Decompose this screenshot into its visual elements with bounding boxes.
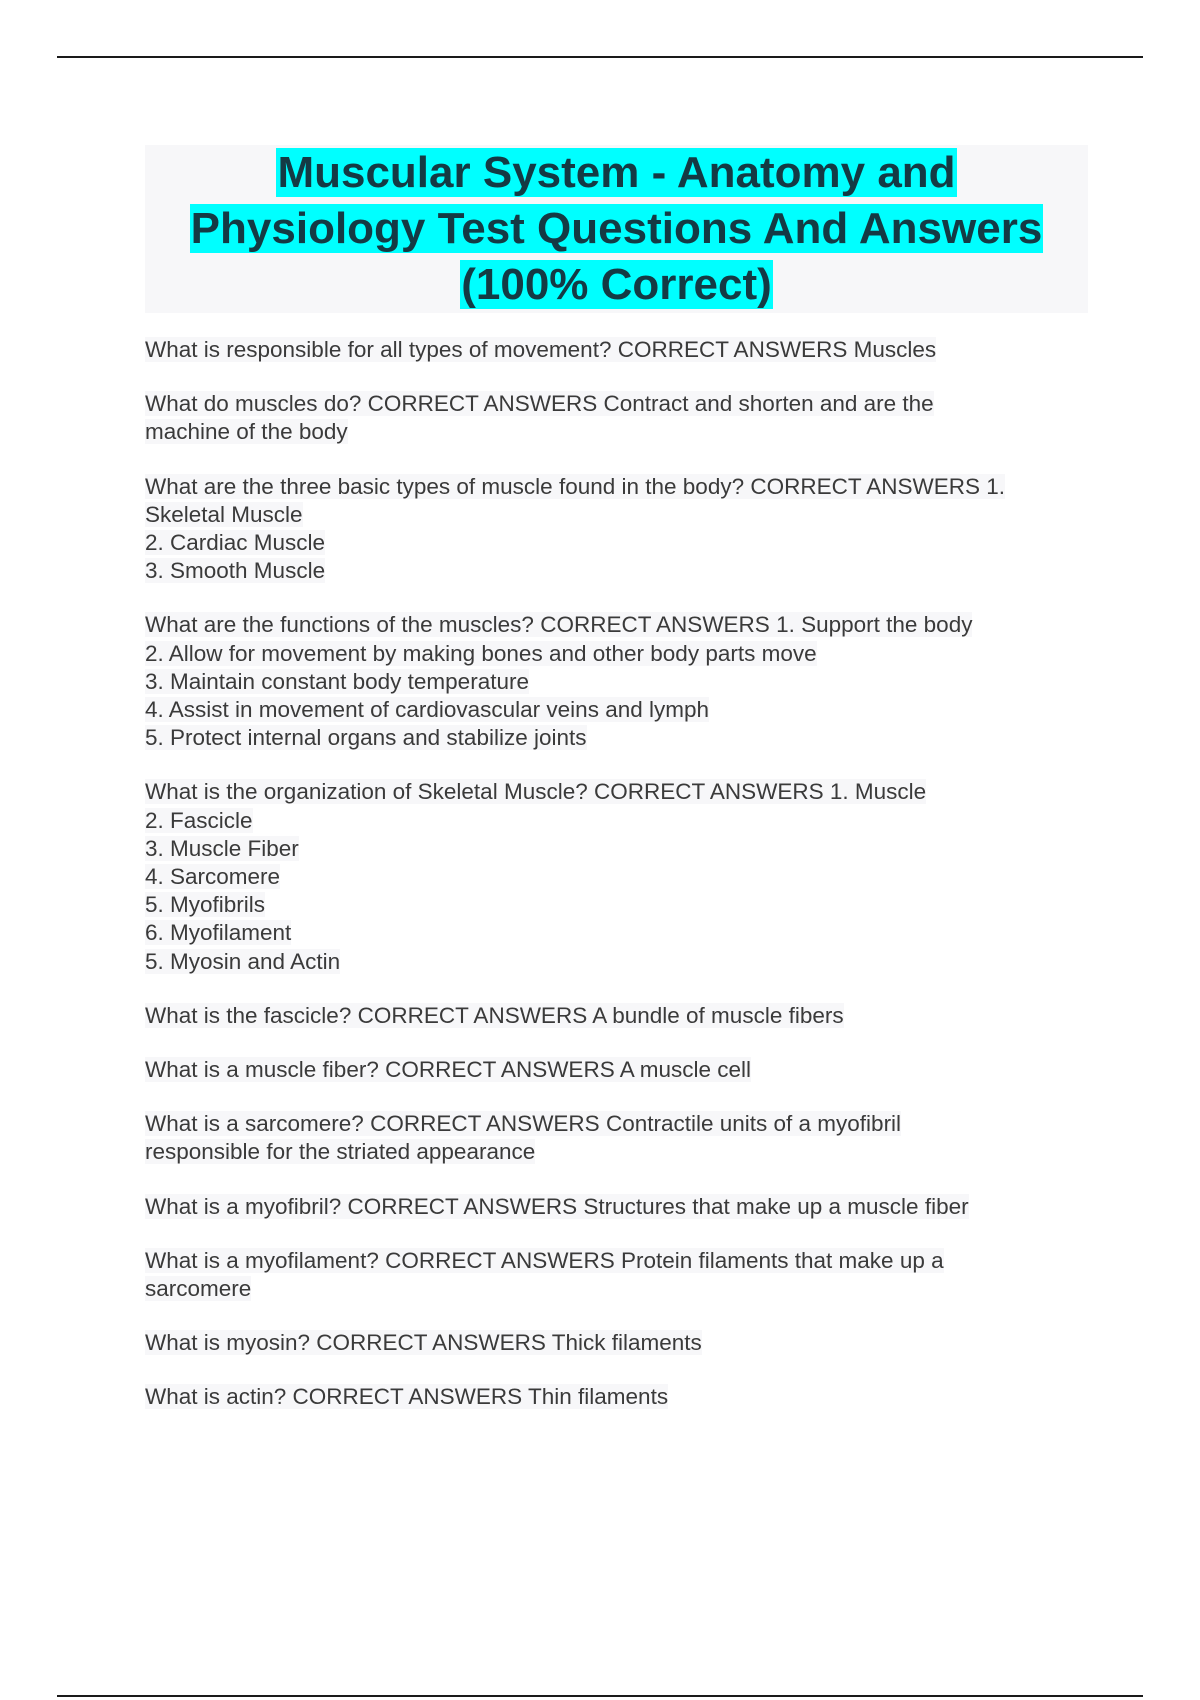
qa-line	[145, 724, 1105, 752]
qa-item	[145, 336, 1105, 364]
qa-text: What do muscles do? CORRECT ANSWERS Contract and shorten and are the	[145, 391, 934, 417]
title-line: (100% Correct)	[461, 260, 772, 309]
qa-line	[145, 948, 1105, 976]
qa-text: What is a myofibril? CORRECT ANSWERS Structures that make up a muscle fiber	[145, 1193, 969, 1219]
qa-item	[145, 778, 1105, 975]
document-title	[145, 145, 1088, 313]
qa-text: 4. Assist in movement of cardiovascular veins and lymph	[145, 697, 710, 723]
top-divider	[57, 56, 1143, 58]
qa-line	[145, 557, 1105, 585]
qa-line	[145, 696, 1105, 724]
qa-line	[145, 1275, 1105, 1303]
qa-item	[145, 611, 1105, 752]
qa-line	[145, 1110, 1105, 1138]
qa-item	[145, 1002, 1105, 1030]
qa-text: What is actin? CORRECT ANSWERS Thin filaments	[145, 1384, 669, 1410]
qa-item	[145, 473, 1105, 586]
qa-line	[145, 807, 1105, 835]
qa-line	[145, 390, 1105, 418]
qa-text: 4. Sarcomere	[145, 864, 281, 890]
qa-text: machine of the body	[145, 419, 348, 445]
qa-text: What is a myofilament? CORRECT ANSWERS Protein filaments that make up a	[145, 1247, 944, 1273]
qa-line	[145, 501, 1105, 529]
qa-line	[145, 1138, 1105, 1166]
qa-item	[145, 1056, 1105, 1084]
qa-item	[145, 1193, 1105, 1221]
qa-text: 2. Allow for movement by making bones and other body parts move	[145, 640, 817, 666]
qa-line	[145, 1383, 1105, 1411]
qa-text: What is responsible for all types of movement? CORRECT ANSWERS Muscles	[145, 337, 937, 362]
qa-list	[145, 336, 1105, 1438]
qa-line	[145, 835, 1105, 863]
qa-text: 3. Muscle Fiber	[145, 835, 299, 861]
qa-text: 3. Maintain constant body temperature	[145, 668, 529, 694]
qa-text: What is the organization of Skeletal Muscle? CORRECT ANSWERS 1. Muscle	[145, 779, 927, 805]
qa-line	[145, 1002, 1105, 1030]
qa-line	[145, 1329, 1105, 1357]
qa-text: Skeletal Muscle	[145, 501, 303, 527]
qa-line	[145, 473, 1105, 501]
qa-line	[145, 863, 1105, 891]
qa-text: responsible for the striated appearance	[145, 1139, 536, 1165]
qa-text: 6. Myofilament	[145, 920, 292, 946]
qa-line	[145, 529, 1105, 557]
qa-item	[145, 1329, 1105, 1357]
qa-line	[145, 919, 1105, 947]
qa-line	[145, 668, 1105, 696]
qa-text: What is the fascicle? CORRECT ANSWERS A bundle of muscle fibers	[145, 1002, 844, 1028]
qa-text: What is myosin? CORRECT ANSWERS Thick filaments	[145, 1330, 702, 1356]
qa-text: What are the three basic types of muscle found in the body? CORRECT ANSWERS 1.	[145, 473, 1005, 499]
qa-text: What is a sarcomere? CORRECT ANSWERS Contractile units of a myofibril	[145, 1111, 902, 1137]
qa-text: 3. Smooth Muscle	[145, 558, 326, 584]
title-line: Muscular System - Anatomy and	[277, 148, 956, 197]
qa-line	[145, 336, 1105, 364]
qa-item	[145, 1110, 1105, 1166]
qa-line	[145, 1056, 1105, 1084]
qa-text: 5. Myosin and Actin	[145, 948, 341, 974]
qa-line	[145, 611, 1105, 639]
qa-line	[145, 418, 1105, 446]
qa-text: 5. Myofibrils	[145, 892, 266, 918]
qa-item	[145, 390, 1105, 446]
qa-item	[145, 1247, 1105, 1303]
qa-text: 2. Fascicle	[145, 807, 253, 833]
qa-line	[145, 778, 1105, 806]
qa-text: sarcomere	[145, 1276, 252, 1302]
qa-line	[145, 891, 1105, 919]
qa-line	[145, 640, 1105, 668]
title-line: Physiology Test Questions And Answers	[190, 204, 1043, 253]
qa-text: What is a muscle fiber? CORRECT ANSWERS A muscle cell	[145, 1057, 752, 1083]
qa-text: 5. Protect internal organs and stabilize joints	[145, 725, 587, 751]
qa-line	[145, 1247, 1105, 1275]
qa-text: What are the functions of the muscles? CORRECT ANSWERS 1. Support the body	[145, 612, 973, 638]
qa-line	[145, 1193, 1105, 1221]
qa-item	[145, 1383, 1105, 1411]
qa-text: 2. Cardiac Muscle	[145, 530, 326, 556]
bottom-divider	[57, 1695, 1143, 1697]
